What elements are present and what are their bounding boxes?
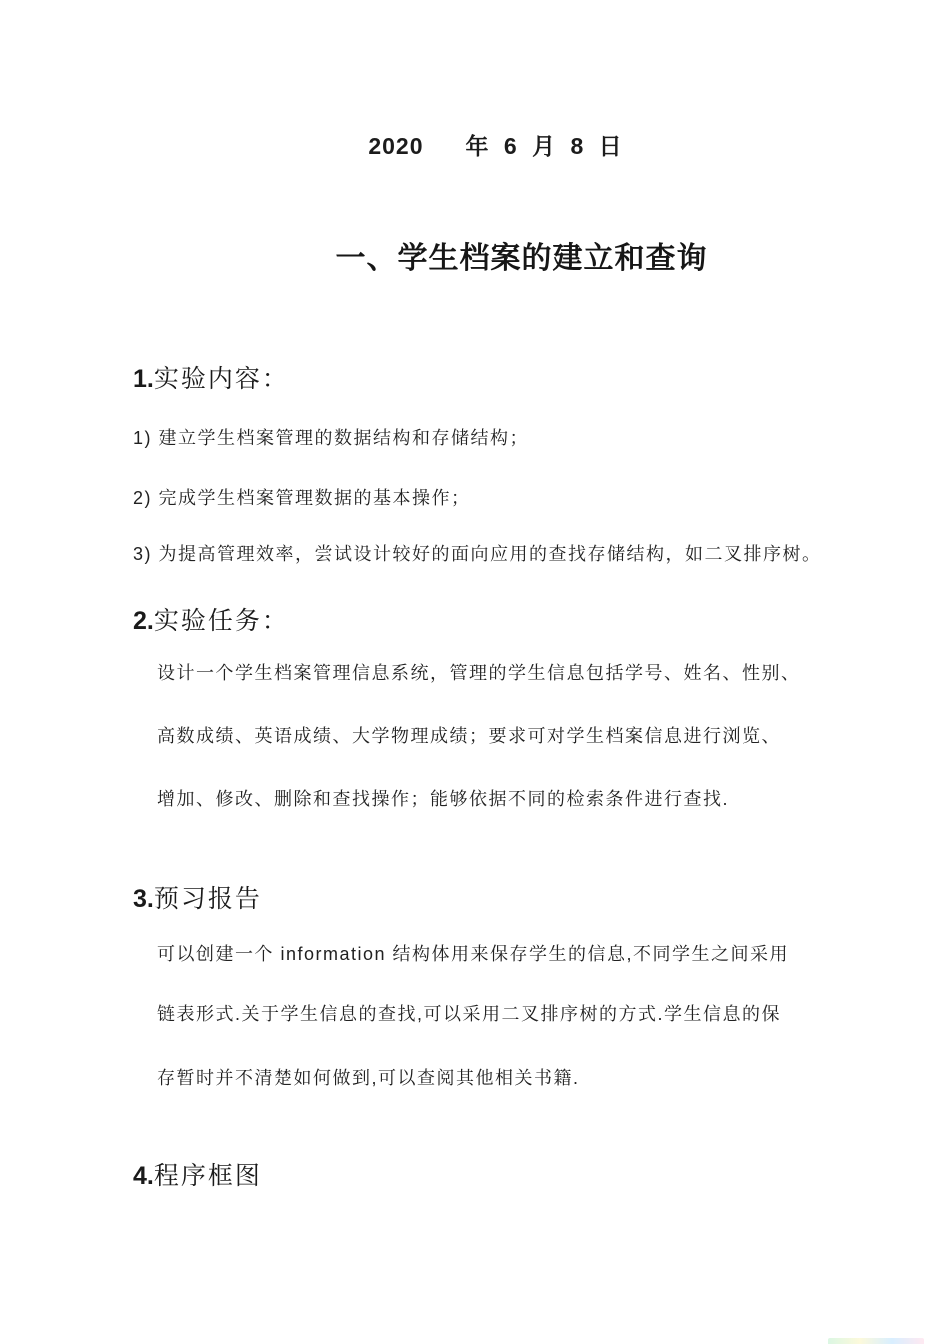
date-month-day: 年 6 月 8 日 <box>465 133 623 159</box>
section-title: 实验内容： <box>153 365 289 393</box>
section-number: 1. <box>133 365 154 393</box>
section-number: 3. <box>133 885 154 913</box>
paragraph-line: 增加、修改、删除和查找操作；能够依据不同的检索条件进行查找. <box>157 789 729 809</box>
paragraph-line: 设计一个学生档案管理信息系统，管理的学生信息包括学号、姓名、性别、 <box>157 663 801 683</box>
section-title: 实验任务： <box>153 607 289 635</box>
list-item: 1) 建立学生档案管理的数据结构和存储结构； <box>133 428 530 448</box>
paragraph-line: 存暂时并不清楚如何做到,可以查阅其他相关书籍. <box>157 1068 580 1088</box>
watermark <box>828 1338 924 1344</box>
paragraph-line: 链表形式.关于学生信息的查找,可以采用二叉排序树的方式.学生信息的保 <box>157 1004 781 1024</box>
date-line <box>107 132 884 160</box>
section-number: 2. <box>133 607 154 635</box>
section-heading-1 <box>133 362 910 396</box>
section-heading-3 <box>133 882 910 916</box>
section-title: 预习报告 <box>153 885 262 913</box>
section-heading-2 <box>133 604 910 638</box>
section-heading-4 <box>133 1159 910 1193</box>
paragraph-line: 高数成绩、英语成绩、大学物理成绩；要求可对学生档案信息进行浏览、 <box>157 726 781 746</box>
date-year: 2020 <box>368 133 424 159</box>
section-title: 程序框图 <box>153 1162 262 1190</box>
paragraph-line: 可以创建一个 information 结构体用来保存学生的信息,不同学生之间采用 <box>157 944 790 964</box>
list-item: 2) 完成学生档案管理数据的基本操作； <box>133 488 471 508</box>
list-item: 3) 为提高管理效率，尝试设计较好的面向应用的查找存储结构，如二叉排序树。 <box>133 544 822 564</box>
document-title: 一、学生档案的建立和查询 <box>335 242 708 275</box>
section-number: 4. <box>133 1162 154 1190</box>
